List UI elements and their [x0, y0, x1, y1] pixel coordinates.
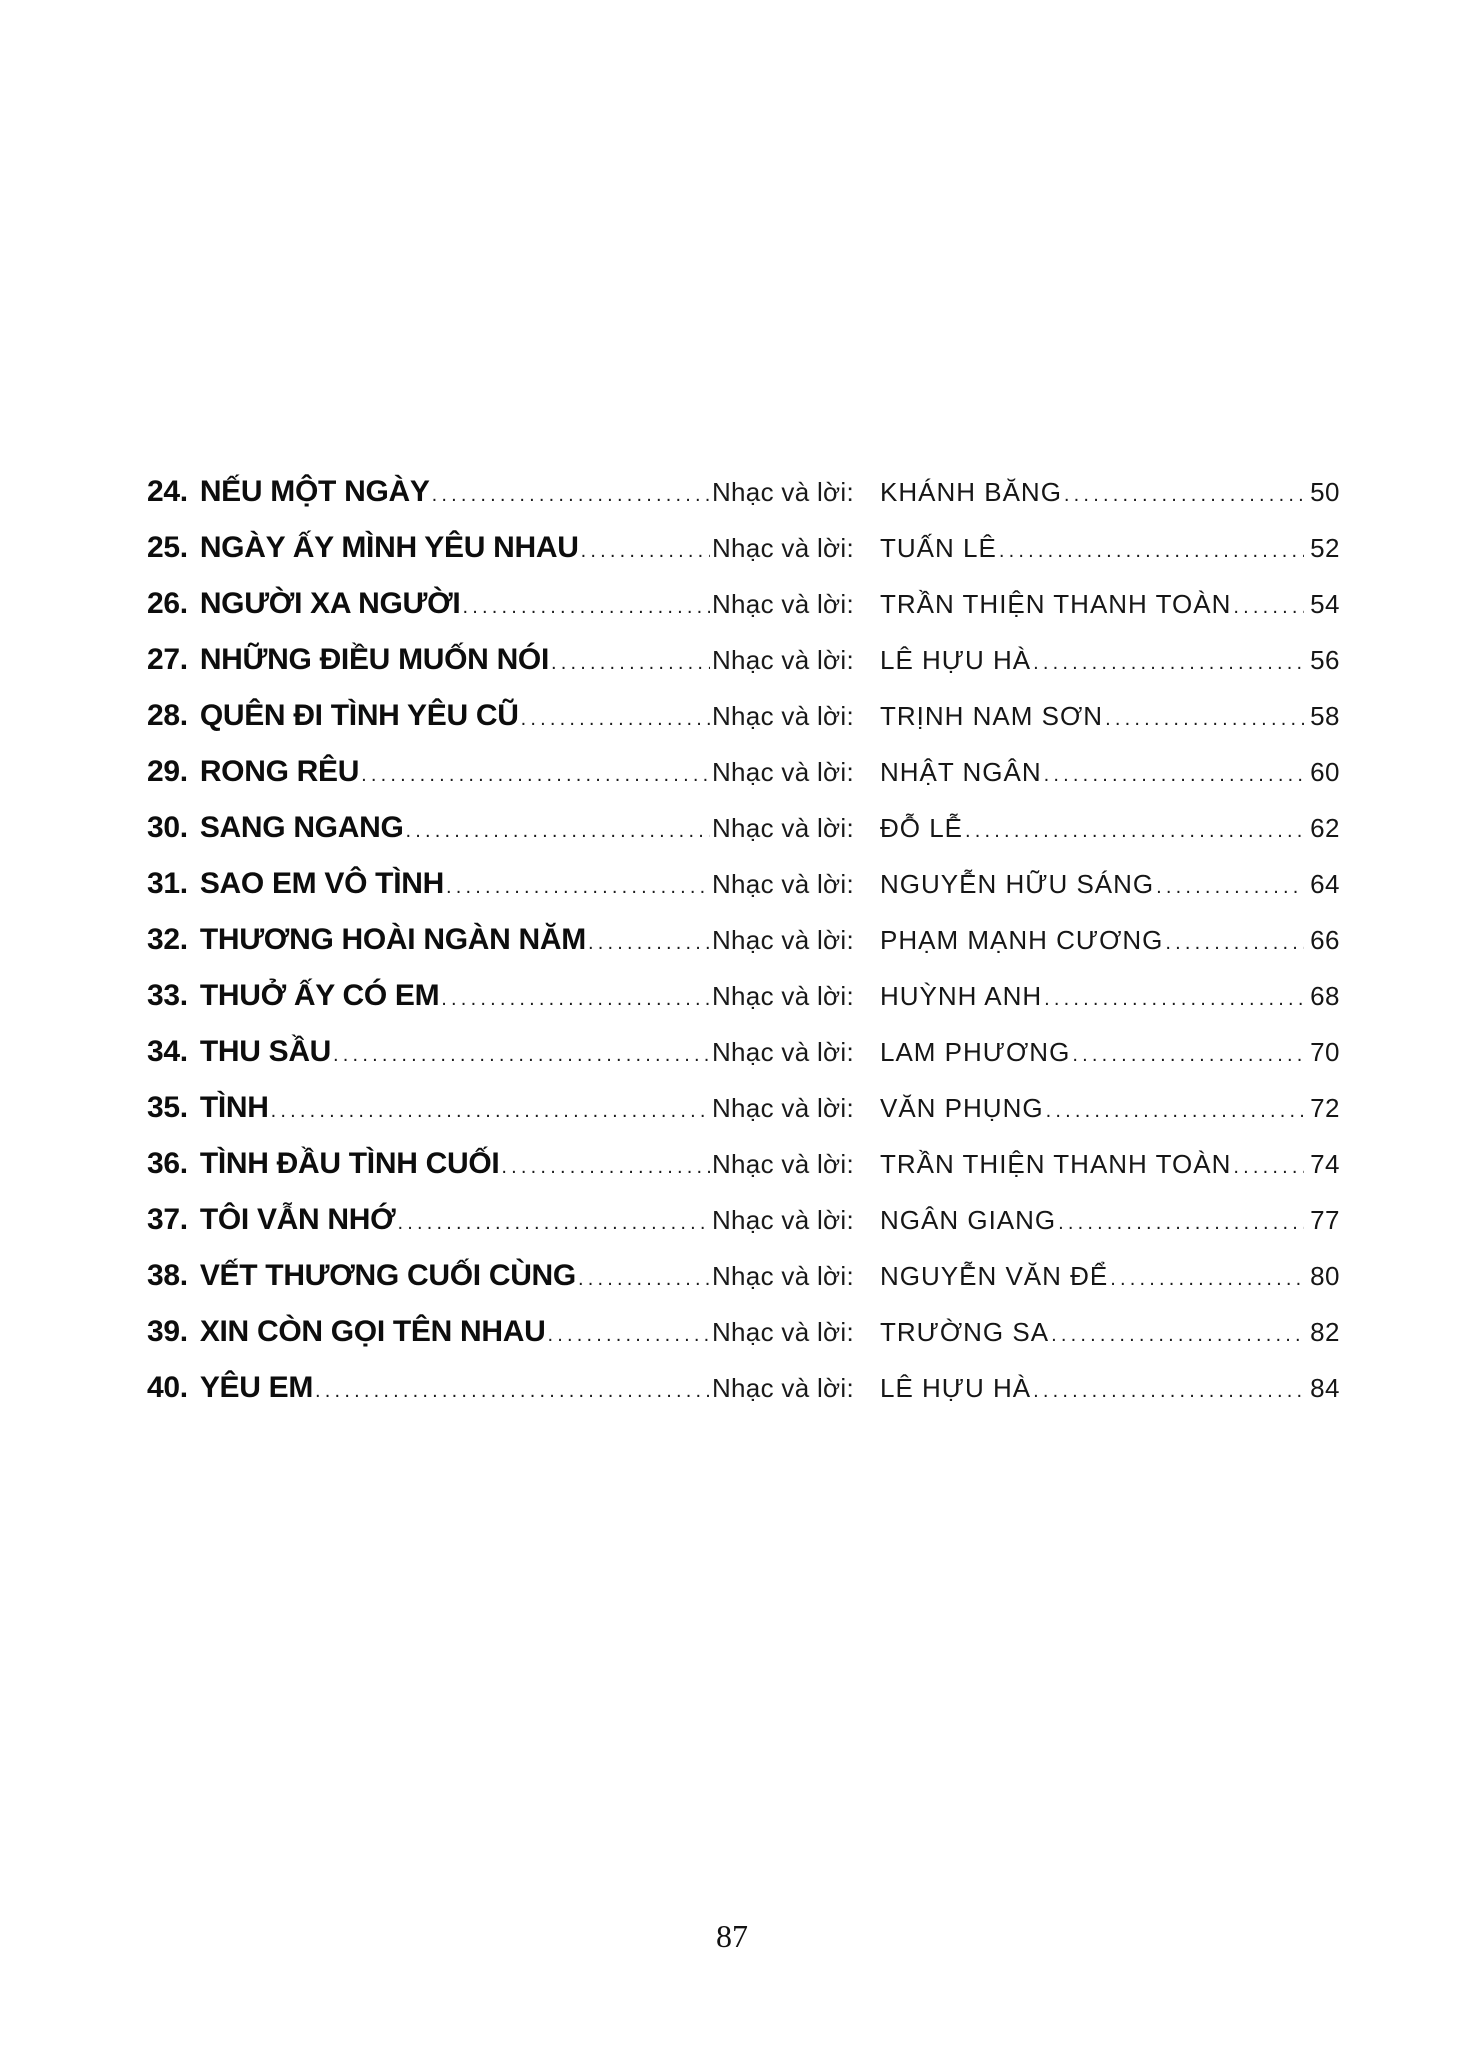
song-number: 31. — [147, 867, 188, 900]
author-cell — [880, 477, 1340, 508]
dot-leader — [1156, 876, 1304, 899]
page-number: 66 — [1310, 925, 1340, 955]
dot-leader — [406, 820, 710, 843]
toc-row — [147, 811, 1340, 867]
author-cell — [880, 757, 1340, 788]
song-number: 27. — [147, 643, 188, 676]
song-title: XIN CÒN GỌI TÊN NHAU — [199, 1315, 546, 1348]
song-title: RONG RÊU — [199, 755, 360, 788]
dot-leader — [1072, 1044, 1304, 1067]
author-name: TRỊNH NAM SƠN — [880, 701, 1104, 731]
page-number: 72 — [1310, 1093, 1340, 1123]
toc-row — [147, 531, 1340, 587]
toc-row — [147, 755, 1340, 811]
toc-row — [147, 1315, 1340, 1371]
song-number: 28. — [147, 699, 188, 732]
author-name: PHẠM MẠNH CƯƠNG — [880, 925, 1164, 955]
song-title: SANG NGANG — [199, 811, 404, 844]
toc-row — [147, 643, 1340, 699]
toc-row — [147, 979, 1340, 1035]
footer-page-number: 87 — [716, 1918, 748, 1954]
song-title: TÌNH ĐẦU TÌNH CUỐI — [199, 1147, 500, 1180]
page-number: 77 — [1310, 1205, 1340, 1235]
author-cell — [880, 1373, 1340, 1404]
page-number: 56 — [1310, 645, 1340, 675]
dot-leader — [581, 540, 710, 563]
song-title: THƯƠNG HOÀI NGÀN NĂM — [199, 923, 586, 956]
dot-leader — [315, 1380, 710, 1403]
author-cell — [880, 645, 1340, 676]
credit-label: Nhạc và lời: — [711, 1317, 854, 1347]
song-title: YÊU EM — [199, 1371, 314, 1404]
dot-leader — [521, 708, 710, 731]
author-cell — [880, 701, 1340, 732]
page-number: 74 — [1310, 1149, 1340, 1179]
song-number: 32. — [147, 923, 188, 956]
credit-label: Nhạc và lời: — [711, 645, 854, 675]
song-title: NẾU MỘT NGÀY — [199, 475, 430, 508]
author-name: KHÁNH BĂNG — [880, 477, 1062, 507]
credit-label: Nhạc và lời: — [711, 813, 854, 843]
author-name: TRƯỜNG SA — [880, 1317, 1050, 1347]
credit-label: Nhạc và lời: — [711, 533, 854, 563]
author-name: LAM PHƯƠNG — [880, 1037, 1071, 1067]
dot-leader — [578, 1268, 710, 1291]
page-number: 50 — [1310, 477, 1340, 507]
dot-leader — [1051, 1324, 1304, 1347]
credit-label: Nhạc và lời: — [711, 1093, 854, 1123]
dot-leader — [462, 596, 709, 619]
dot-leader — [1044, 764, 1304, 787]
author-name: TRẦN THIỆN THANH TOÀN — [880, 1149, 1232, 1179]
dot-leader — [1033, 1380, 1304, 1403]
author-cell — [880, 589, 1340, 620]
page-number: 70 — [1310, 1037, 1340, 1067]
credit-label: Nhạc và lời: — [711, 1149, 854, 1179]
dot-leader — [432, 484, 710, 507]
page-number: 80 — [1310, 1261, 1340, 1291]
author-cell — [880, 1093, 1340, 1124]
song-number: 30. — [147, 811, 188, 844]
credit-label: Nhạc và lời: — [711, 925, 854, 955]
dot-leader — [397, 1212, 710, 1235]
song-number: 36. — [147, 1147, 188, 1180]
toc-row — [147, 1147, 1340, 1203]
author-name: LÊ HỰU HÀ — [880, 1373, 1032, 1403]
page-number: 64 — [1310, 869, 1340, 899]
author-name: LÊ HỰU HÀ — [880, 645, 1032, 675]
dot-leader — [1110, 1268, 1304, 1291]
song-title: SAO EM VÔ TÌNH — [199, 867, 444, 900]
author-name: NGUYỄN VĂN ĐỂ — [880, 1261, 1109, 1291]
author-name: NGUYỄN HỮU SÁNG — [880, 869, 1155, 899]
song-number: 29. — [147, 755, 188, 788]
song-title: NHỮNG ĐIỀU MUỐN NÓI — [199, 643, 550, 676]
author-cell — [880, 1149, 1340, 1180]
author-cell — [880, 1261, 1340, 1292]
credit-label: Nhạc và lời: — [711, 1373, 854, 1403]
credit-label: Nhạc và lời: — [711, 589, 854, 619]
dot-leader — [441, 988, 710, 1011]
author-name: NHẬT NGÂN — [880, 757, 1042, 787]
dot-leader — [1033, 652, 1304, 675]
author-name: HUỲNH ANH — [880, 981, 1043, 1011]
dot-leader — [999, 540, 1304, 563]
song-number: 35. — [147, 1091, 188, 1124]
author-name: VĂN PHỤNG — [880, 1093, 1044, 1123]
credit-label: Nhạc và lời: — [711, 701, 854, 731]
credit-label: Nhạc và lời: — [711, 981, 854, 1011]
author-cell — [880, 925, 1340, 956]
author-name: ĐỖ LỄ — [880, 813, 964, 843]
song-number: 40. — [147, 1371, 188, 1404]
toc-row — [147, 1371, 1340, 1427]
credit-label: Nhạc và lời: — [711, 869, 854, 899]
credit-label: Nhạc và lời: — [711, 1037, 854, 1067]
toc-row — [147, 1259, 1340, 1315]
page-number: 84 — [1310, 1373, 1340, 1403]
credit-label: Nhạc và lời: — [711, 477, 854, 507]
dot-leader — [548, 1324, 710, 1347]
table-of-contents — [147, 475, 1340, 1427]
toc-row — [147, 1035, 1340, 1091]
song-title: NGƯỜI XA NGƯỜI — [199, 587, 461, 620]
song-title: THU SẦU — [199, 1035, 332, 1068]
song-number: 33. — [147, 979, 188, 1012]
page-number: 52 — [1310, 533, 1340, 563]
song-number: 39. — [147, 1315, 188, 1348]
credit-label: Nhạc và lời: — [711, 1205, 854, 1235]
author-name: TUẤN LÊ — [880, 533, 997, 563]
dot-leader — [965, 820, 1304, 843]
song-number: 38. — [147, 1259, 188, 1292]
dot-leader — [1044, 988, 1304, 1011]
author-cell — [880, 533, 1340, 564]
page-number: 82 — [1310, 1317, 1340, 1347]
dot-leader — [1046, 1100, 1305, 1123]
dot-leader — [1233, 596, 1304, 619]
song-number: 25. — [147, 531, 188, 564]
song-title: VẾT THƯƠNG CUỐI CÙNG — [199, 1259, 576, 1292]
page-number: 68 — [1310, 981, 1340, 1011]
toc-row — [147, 923, 1340, 979]
page-number: 54 — [1310, 589, 1340, 619]
dot-leader — [1105, 708, 1304, 731]
author-cell — [880, 981, 1340, 1012]
author-cell — [880, 1317, 1340, 1348]
song-number: 34. — [147, 1035, 188, 1068]
dot-leader — [1064, 484, 1304, 507]
dot-leader — [1058, 1212, 1304, 1235]
author-cell — [880, 1037, 1340, 1068]
toc-row — [147, 1091, 1340, 1147]
toc-row — [147, 475, 1340, 531]
song-number: 24. — [147, 475, 188, 508]
author-name: NGÂN GIANG — [880, 1205, 1057, 1235]
credit-label: Nhạc và lời: — [711, 1261, 854, 1291]
song-title: TÌNH — [199, 1091, 269, 1124]
page-number: 60 — [1310, 757, 1340, 787]
song-title: TÔI VẪN NHỚ — [199, 1203, 396, 1236]
dot-leader — [333, 1044, 710, 1067]
dot-leader — [1233, 1156, 1304, 1179]
dot-leader — [501, 1156, 710, 1179]
toc-row — [147, 867, 1340, 923]
author-cell — [880, 1205, 1340, 1236]
song-title: QUÊN ĐI TÌNH YÊU CŨ — [199, 699, 519, 732]
dot-leader — [551, 652, 710, 675]
author-cell — [880, 869, 1340, 900]
dot-leader — [361, 764, 710, 787]
toc-row — [147, 587, 1340, 643]
toc-row — [147, 699, 1340, 755]
author-name: TRẦN THIỆN THANH TOÀN — [880, 589, 1232, 619]
credit-label: Nhạc và lời: — [711, 757, 854, 787]
song-number: 26. — [147, 587, 188, 620]
song-title: NGÀY ẤY MÌNH YÊU NHAU — [199, 531, 579, 564]
dot-leader — [271, 1100, 710, 1123]
song-number: 37. — [147, 1203, 188, 1236]
page-number: 62 — [1310, 813, 1340, 843]
dot-leader — [446, 876, 710, 899]
dot-leader — [1165, 932, 1304, 955]
dot-leader — [588, 932, 710, 955]
toc-row — [147, 1203, 1340, 1259]
song-title: THUỞ ẤY CÓ EM — [199, 979, 440, 1012]
author-cell — [880, 813, 1340, 844]
page-number: 58 — [1310, 701, 1340, 731]
